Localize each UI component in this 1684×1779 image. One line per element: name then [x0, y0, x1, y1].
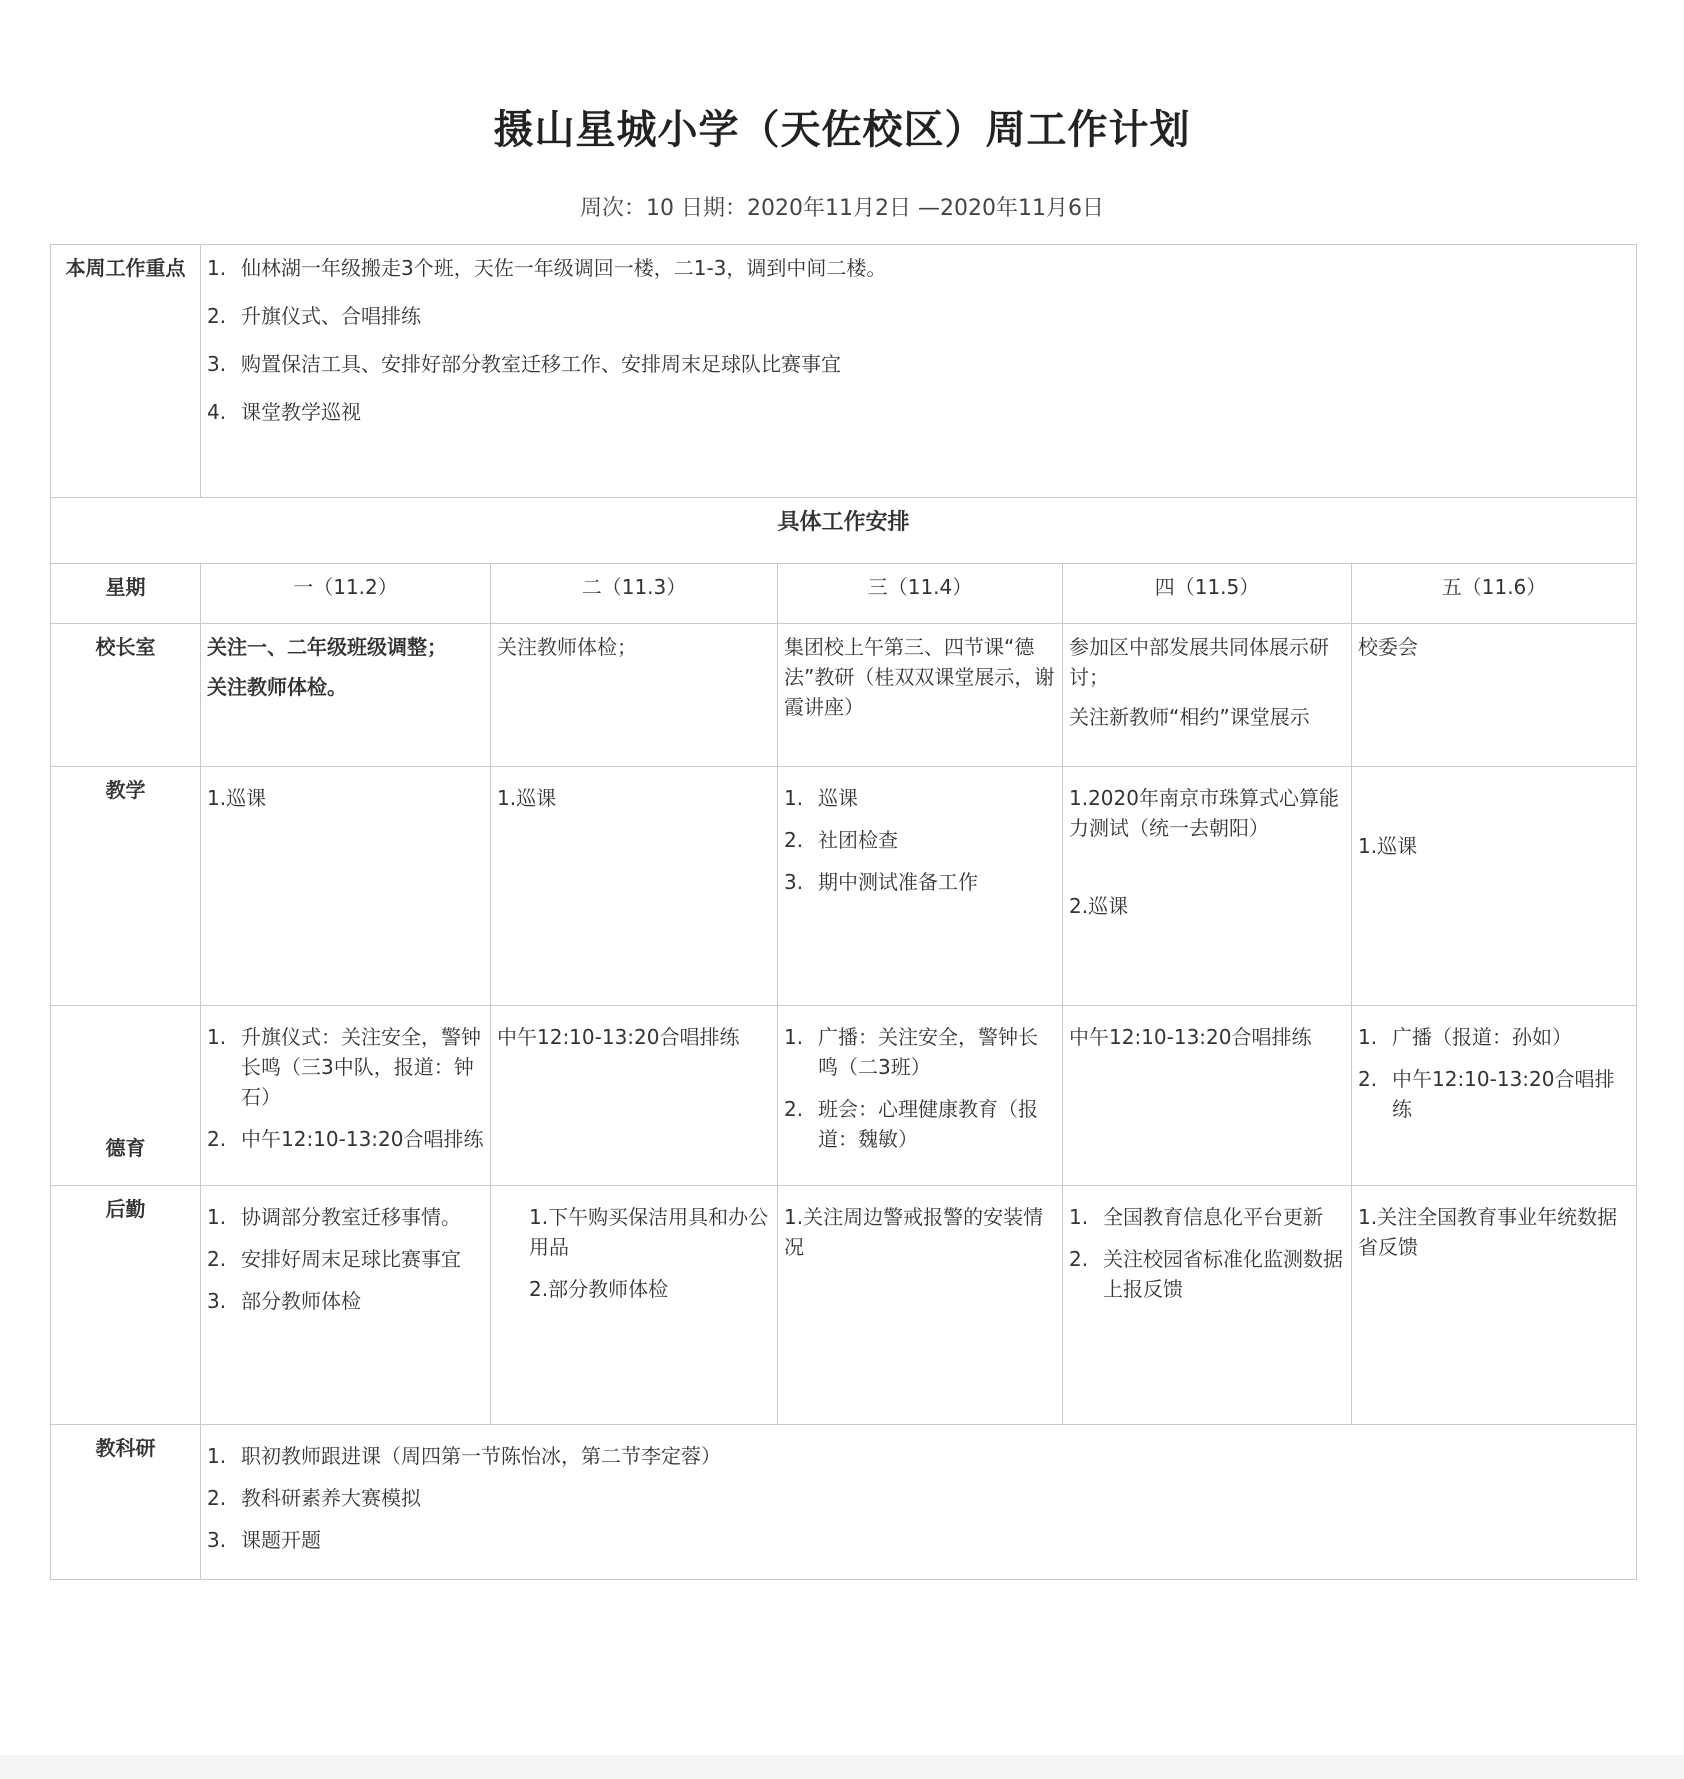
list-item: 1. 全国教育信息化平台更新 — [1069, 1205, 1323, 1229]
teaching-label: 教学 — [51, 767, 201, 1006]
list-item: 2. 班会：心理健康教育（报道：魏敏） — [784, 1097, 1038, 1151]
teaching-tue: 1.巡课 — [491, 767, 778, 1006]
moral-row — [51, 1006, 1637, 1186]
list-item: 2. 社团检查 — [784, 828, 898, 852]
teaching-thu: 1.2020年南京市珠算式心算能力测试（统一去朝阳） 2.巡课 — [1063, 767, 1352, 1006]
list-item: 1. 仙林湖一年级搬走3个班，天佐一年级调回一楼，二1-3，调到中间二楼。 — [207, 256, 887, 280]
list-item: 2. 升旗仪式、合唱排练 — [207, 304, 421, 328]
focus-content — [201, 245, 1637, 498]
research-content — [201, 1425, 1637, 1580]
weekly-plan-table — [50, 244, 1637, 1580]
principal-row — [51, 624, 1637, 767]
logistics-label: 后勤 — [51, 1186, 201, 1425]
day-header-mon: 一（11.2） — [201, 564, 491, 624]
focus-row — [51, 245, 1637, 498]
moral-label: 德育 — [51, 1006, 201, 1186]
list-item: 3. 购置保洁工具、安排好部分教室迁移工作、安排周末足球队比赛事宜 — [207, 352, 841, 376]
section-row — [51, 498, 1637, 564]
list-item: 1. 广播：关注安全，警钟长鸣（二3班） — [784, 1025, 1038, 1079]
research-row — [51, 1425, 1637, 1580]
day-header-fri: 五（11.6） — [1352, 564, 1637, 624]
logistics-thu — [1063, 1186, 1352, 1425]
moral-wed — [778, 1006, 1063, 1186]
teaching-fri: 1.巡课 — [1352, 767, 1637, 1006]
principal-fri: 校委会 — [1352, 624, 1637, 767]
bottom-bar — [0, 1755, 1684, 1779]
moral-mon — [201, 1006, 491, 1186]
teaching-mon: 1.巡课 — [201, 767, 491, 1006]
logistics-tue: 1.下午购买保洁用具和办公用品 2.部分教师体检 — [491, 1186, 778, 1425]
page-title: 摄山星城小学（天佐校区）周工作计划 — [493, 107, 1191, 153]
page-subtitle: 周次：10 日期：2020年11月2日 —2020年11月6日 — [580, 196, 1104, 221]
day-header-thu: 四（11.5） — [1063, 564, 1352, 624]
moral-tue: 中午12:10-13:20合唱排练 — [491, 1006, 778, 1186]
list-item: 1. 升旗仪式：关注安全，警钟长鸣（三3中队，报道：钟石） — [207, 1025, 481, 1109]
list-item: 1. 协调部分教室迁移事情。 — [207, 1205, 461, 1229]
principal-wed: 集团校上午第三、四节课“德法”教研（桂双双课堂展示，谢霞讲座） — [778, 624, 1063, 767]
list-item: 2. 中午12:10-13:20合唱排练 — [207, 1127, 484, 1151]
list-item: 4. 课堂教学巡视 — [207, 400, 361, 424]
weekday-label: 星期 — [51, 564, 201, 624]
logistics-row — [51, 1186, 1637, 1425]
day-header-wed: 三（11.4） — [778, 564, 1063, 624]
principal-label: 校长室 — [51, 624, 201, 767]
list-item: 1. 巡课 — [784, 786, 858, 810]
logistics-mon — [201, 1186, 491, 1425]
logistics-wed: 1.关注周边警戒报警的安装情况 — [778, 1186, 1063, 1425]
list-item: 3. 课题开题 — [207, 1528, 321, 1552]
weekday-header-row — [51, 564, 1637, 624]
list-item: 1. 职初教师跟进课（周四第一节陈怡冰，第二节李定蓉） — [207, 1444, 721, 1468]
section-title: 具体工作安排 — [51, 498, 1637, 564]
principal-thu: 参加区中部发展共同体展示研讨； 关注新教师“相约”课堂展示 — [1063, 624, 1352, 767]
list-item: 3. 部分教师体检 — [207, 1289, 361, 1313]
focus-label: 本周工作重点 — [51, 245, 201, 498]
moral-thu: 中午12:10-13:20合唱排练 — [1063, 1006, 1352, 1186]
list-item: 2. 教科研素养大赛模拟 — [207, 1486, 421, 1510]
principal-mon: 关注一、二年级班级调整； 关注教师体检。 — [201, 624, 491, 767]
list-item: 2. 中午12:10-13:20合唱排练 — [1358, 1067, 1615, 1121]
research-label: 教科研 — [51, 1425, 201, 1580]
list-item: 2. 安排好周末足球比赛事宜 — [207, 1247, 461, 1271]
list-item: 3. 期中测试准备工作 — [784, 870, 978, 894]
teaching-wed — [778, 767, 1063, 1006]
day-header-tue: 二（11.3） — [491, 564, 778, 624]
principal-tue: 关注教师体检； — [491, 624, 778, 767]
moral-fri — [1352, 1006, 1637, 1186]
logistics-fri: 1.关注全国教育事业年统数据省反馈 — [1352, 1186, 1637, 1425]
teaching-row — [51, 767, 1637, 1006]
list-item: 1. 广播（报道：孙如） — [1358, 1025, 1572, 1049]
list-item: 2. 关注校园省标准化监测数据上报反馈 — [1069, 1247, 1343, 1301]
